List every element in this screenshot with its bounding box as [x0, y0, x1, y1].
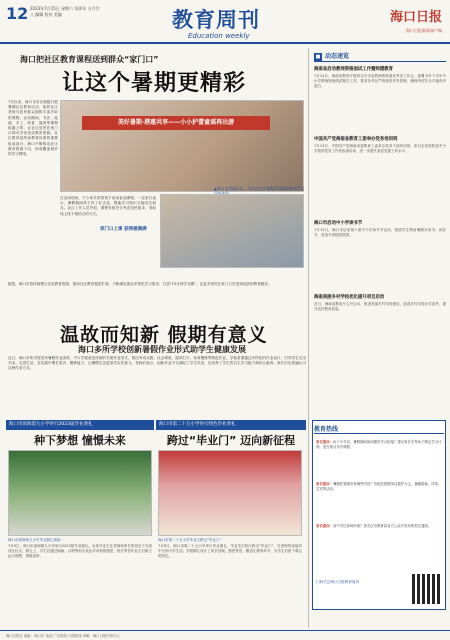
section-title: 教育周刊: [172, 8, 260, 32]
news-item-title[interactable]: 海口市启动中小学读书节: [314, 221, 363, 226]
news-item-title[interactable]: 中国共产党海南省教育工委举办党务培训班: [314, 137, 398, 142]
qr-code-icon[interactable]: [412, 574, 442, 604]
lead-body-mid: 在活动现场，不少家长带着孩子前来参加课程。一位家长表示，暑假期间孩子有了好去处，既能学习知识又能结交朋友。社区工作人员介绍，课程安排充分考虑居民需求，采取线上线下相结合的方式。: [60, 196, 156, 216]
qa-answer: 孩子小升初，暑假期间如何做好学习衔接？建议家长引导孩子制定学习计划，适当预习初中课程。: [316, 440, 442, 449]
header-tags: 海口日报新闻客户端: [406, 28, 442, 33]
news-item-body: 7月12日，海口市启动第十届中小学读书节活动，鼓励学生利用暑期多读书、读好书，营造书香校园氛围。: [314, 228, 446, 237]
qa-answer: 暑期托管服务有哪些内容？各校托管服务以看护为主，兼顾阅读、体育、艺术等活动。: [316, 482, 442, 491]
bottom-story-photo[interactable]: [158, 450, 302, 536]
masthead-logo: 海口日报: [389, 10, 442, 25]
bottom-story-photo[interactable]: [8, 450, 152, 536]
qa-question-label: 家长提问：: [316, 440, 333, 444]
bottom-story-left: [6, 420, 154, 626]
bottom-story-tag: 海口市滨海第九小学举行2023届毕业典礼: [6, 420, 154, 430]
issue-meta: 2023年7月15日 星期六 癸卯年 五月廿八 编辑 校对 美编: [30, 6, 100, 17]
lead-body-left: 7月以来，海口市各区积极开展暑期社区教育活动，组织社区老师为居民群众提供丰富多彩的课程。活动期间，书法、绘画、手工、科普、阅读等课程轮番上阵，让社区居民在家门口即可享受优质教育资源。社区教育是终身教育体系的重要组成部分，海口不断推动社区教育资源下沉，形成覆盖城乡的学习网络。: [8, 100, 58, 157]
news-item-body: 7月14日，海南省教育厅组织召开全省教师资格面试考务工作会，部署今年下半年中小学教师资格面试相关工作，要求各考区严格规范考务管理，确保考试安全平稳有序进行。: [314, 74, 446, 88]
bottom-story-body: 7月8日，海口市第二十五小学举行毕业典礼，毕业生们依次跨过“毕业门”，在老师的祝福声中告别小学生活。学校精心设计了成长回顾、感恩寄语、赠送礼物等环节，为学生们留下难忘的回忆。: [158, 544, 302, 558]
lead-headline[interactable]: 让这个暑期更精彩: [62, 71, 247, 96]
news-item-title[interactable]: 海南美丽乡村学校优化提升项目启动: [314, 295, 385, 300]
news-item-body: 近日，海南省教育厅召开会议，推进美丽乡村学校建设，改善乡村学校办学条件，提升农村教育质量。: [314, 302, 446, 311]
lead-photo-caption: ▲海口市美丽社区，市民在社区课程活动现场参观学习: [214, 186, 305, 191]
qa-question-label: 家长提问：: [316, 524, 333, 528]
news-section-header: [314, 52, 446, 62]
news-item-title[interactable]: 海南省启动教师资格面试工作暨师德教育: [314, 67, 394, 72]
qr-label: 扫码关注海口日报教育周刊: [316, 580, 360, 584]
lead-photo[interactable]: [60, 100, 304, 192]
qa-item: [316, 440, 444, 450]
lead-subhead: 家门口上课 获得感满满: [100, 227, 147, 232]
bottom-story-headline[interactable]: 种下梦想 憧憬未来: [34, 434, 126, 447]
bottom-story-caption: 海口市第二十五小学毕业生跨过“毕业门”: [158, 538, 222, 542]
qa-answer: 高中学位如何申请？请关注市教育局官方公众号发布的招生通知。: [332, 524, 432, 528]
qa-item: [316, 524, 444, 529]
second-body: 近日，海口多所学校发布暑假作业清单，不少学校改变传统的书面作业形式，推出劳动实践、社会调查、阅读打卡、体育锻炼等特色作业。学校希望通过多样化的作业设计，引导学生走出书本、走进生活，在实践中增长见识、锻炼能力，让暑假生活更加充实有意义。老师们表示，创新作业不仅减轻了学生负担，也培养了学生的自主学习能力和综合素养。家长们也普遍认可这种作业方式。: [8, 356, 306, 371]
second-subhead: 海口多所学校创新暑假作业形式助学生健康发展: [78, 345, 246, 354]
page-number: 12: [6, 4, 29, 23]
column-divider: [308, 48, 309, 628]
qa-item: [316, 482, 444, 492]
bottom-story-body: 7月9日，海口市滨海第九小学举行2023届毕业典礼，全体毕业生在老师和家长的见证下完成成长仪式。典礼上，学生们通过朗诵、合唱等形式表达对母校的感恩，校长寄语毕业生们树立远大理想、勇敢追梦。: [8, 544, 152, 558]
bottom-story-right: [156, 420, 306, 626]
page-footer: 海口日报社 地址：海口市 电话 广告热线 订阅热线 印刷：海口日报印务中心: [0, 630, 450, 640]
section-subtitle: Education weekly: [188, 32, 250, 40]
page-header: [0, 0, 450, 44]
qa-header: 教育热线: [314, 424, 444, 434]
lead-kicker: 海口把社区教育课程送到群众“家门口”: [20, 55, 159, 64]
lead-body-row: 据悉，海口市将持续整合各类教育资源，推动社区教育提质扩面，不断满足群众多样化学习需求，打造“15分钟学习圈”，让更多居民在家门口享受到优质的教育服务。: [8, 282, 272, 286]
section-marker-icon: ■: [315, 53, 321, 60]
bottom-story-headline[interactable]: 跨过“毕业门” 迈向新征程: [166, 434, 296, 447]
news-section-label: 动态速览: [325, 53, 350, 60]
qa-question-label: 家长提问：: [316, 482, 333, 486]
bottom-story-caption: 海口市滨海第九小学毕业典礼现场: [8, 538, 61, 542]
lead-photo-secondary[interactable]: [160, 194, 304, 268]
bottom-story-tag: 海口市第二十五小学举行特色毕业典礼: [156, 420, 306, 430]
news-item-body: 7月13日，中国共产党海南省委教育工委举办党务干部培训班，来自全省高校及中小学校的党务工作者参加培训，进一步提升基层党建工作水平。: [314, 144, 446, 153]
second-headline[interactable]: 温故而知新 假期有意义: [60, 324, 268, 346]
lead-photo-banner: 美好暑期·港惠共享——小小护蕾童谣再出游: [82, 116, 270, 130]
